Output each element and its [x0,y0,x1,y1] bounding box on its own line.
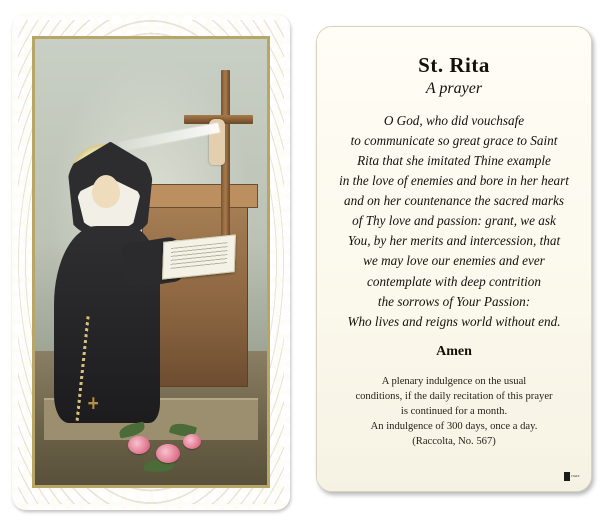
prayer-line: in the love of enemies and bore in her heart [339,173,569,189]
rose-flower [156,444,180,463]
indulgence-line: A plenary indulgence on the usual [381,375,527,387]
publisher-mark-text: ITALY [571,474,580,478]
prayer-line: to communicate so great grace to Saint [350,133,558,149]
indulgence-line: (Raccolta, No. 567) [412,435,496,447]
prayer-line: of Thy love and passion: grant, we ask [352,213,556,229]
prayer-line: O God, who did vouchsafe [383,113,525,128]
prayer-line: Rita that she imitated Thine example [357,153,551,169]
prayer-card [316,26,592,492]
prayer-line: the sorrows of Your Passion: [377,293,531,309]
prayer-line: You, by her merits and intercession, that [347,233,561,249]
publisher-mark-block [564,472,570,481]
indulgence-line: is continued for a month. [400,405,508,417]
amen-text: Amen [436,343,472,359]
book-text-lines [170,242,227,271]
prayer-line: we may love our enemies and ever [363,253,545,269]
saint-face [92,175,120,208]
prayer-subtitle: A prayer [425,80,483,97]
rose-flower [128,436,150,454]
illustration-frame [32,36,270,488]
indulgence-note [335,374,573,449]
indulgence-line: An indulgence of 300 days, once a day. [370,420,538,432]
indulgence-line: conditions, if the daily recitation of this prayer [355,390,553,402]
prayer-title: St. Rita [418,53,490,77]
open-book [162,234,236,279]
prayer-line: contemplate with deep contrition [367,273,541,289]
prayer-content [317,27,591,459]
prayer-line: and on her countenance the sacred marks [344,193,564,209]
image-card [12,14,290,510]
prayer-body [335,111,573,332]
prayer-line: Who lives and reigns world without end. [347,313,561,329]
publisher-mark-icon [563,470,581,483]
